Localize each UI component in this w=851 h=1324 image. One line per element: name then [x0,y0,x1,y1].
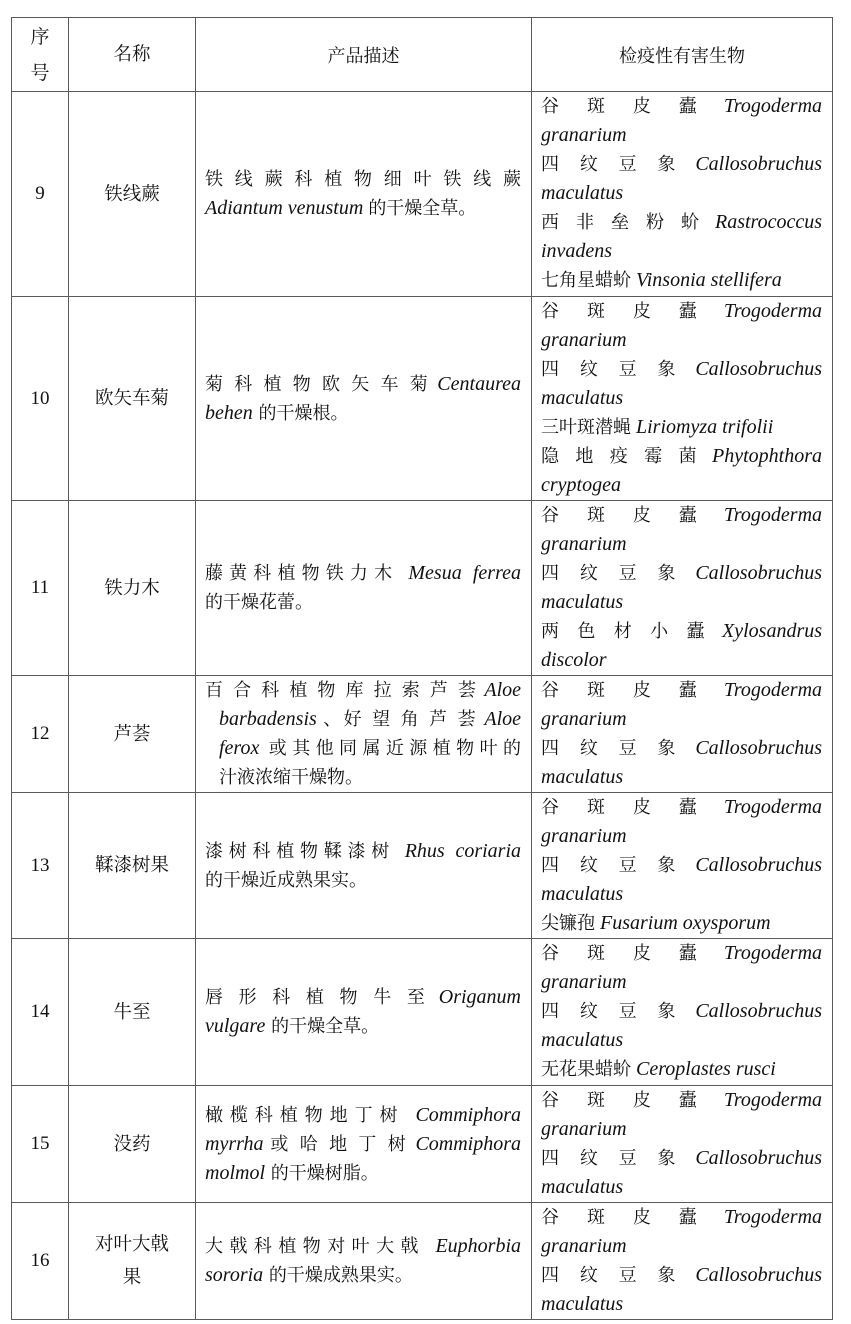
product-name-cell [69,939,196,1086]
description-line [205,1130,521,1159]
description-line [205,866,521,895]
product-description-cell [196,676,532,793]
pest-line [541,1086,822,1115]
latin-name-text: maculatus [541,1176,624,1198]
chinese-text: 的干燥近成熟果实。 [205,869,367,891]
description-line [205,734,521,763]
header-name: 名称 [69,18,196,92]
latin-name-text: behen [205,401,253,424]
latin-name-text: Trogoderma [723,679,822,701]
product-name-line: 欧矢车菊 [94,388,169,409]
chinese-text: 四 纹 豆 象 [541,1265,684,1286]
chinese-text: 四 纹 豆 象 [541,738,684,759]
latin-name-text: Callosobruchus [695,1147,822,1169]
latin-name-text: granarium [541,1118,627,1140]
serial-number-cell: 9 [12,92,69,297]
quarantine-pests-cell [532,1086,833,1203]
chinese-text: 、好 望 角 芦 荟 [323,709,478,730]
latin-name-text: Centaurea [437,372,521,395]
description-line [205,983,521,1012]
pest-line [541,851,822,880]
chinese-text: 的干燥全草。 [368,198,477,219]
latin-name-text: molmol [205,1161,265,1184]
product-description-cell [196,939,532,1086]
latin-name-text: sororia [205,1264,264,1286]
latin-name-text: granarium [541,329,627,351]
latin-name-text: Callosobruchus [695,562,822,584]
latin-name-text: Aloe [484,708,522,730]
chinese-text: 或其他同属近源植物叶的 [268,738,521,759]
quarantine-pest-table-container [11,17,828,1320]
pest-line [541,326,822,355]
product-description-cell [196,92,532,297]
latin-name-text: Rhus coriaria [404,839,522,862]
latin-name-text: maculatus [541,1029,624,1051]
product-description-cell [196,1086,532,1203]
pest-line [541,968,822,997]
latin-name-text: Trogoderma [723,1206,822,1228]
latin-name-text: Trogoderma [723,95,822,117]
quarantine-pests-cell [532,1203,833,1320]
latin-name-text: myrrha [205,1132,264,1155]
description-line [205,1261,521,1290]
description-line [205,676,521,705]
product-name-line: 果 [122,1267,142,1288]
latin-name-text: barbadensis [219,708,317,730]
latin-name-text: Callosobruchus [695,358,822,380]
quarantine-pests-cell [532,297,833,501]
description-line [205,370,521,399]
latin-name-text: Ceroplastes rusci [631,1058,776,1080]
header-serial-char-1: 序 [30,25,50,48]
latin-name-text: Rastrococcus [715,211,822,233]
serial-number-cell: 11 [12,501,69,676]
description-line [205,588,521,617]
pest-line [541,997,822,1026]
latin-name-text: Trogoderma [723,942,822,964]
pest-line [541,763,822,792]
header-product-description: 产品描述 [196,18,532,92]
chinese-text: 三叶斑潜蝇 [541,417,631,438]
header-serial-char-2: 号 [30,61,50,84]
latin-name-text: Commiphora [415,1132,522,1155]
table-row [12,939,833,1086]
chinese-text: 四 纹 豆 象 [541,1148,684,1169]
product-name-cell [69,1086,196,1203]
chinese-text: 漆树科植物鞣漆树 [205,840,395,862]
chinese-text: 四 纹 豆 象 [541,855,684,876]
pest-line [541,1055,822,1084]
pest-line [541,413,822,442]
product-name-line: 牛至 [113,1001,151,1023]
description-line [205,837,521,866]
description-line [205,1159,521,1188]
latin-name-text: Callosobruchus [695,1264,822,1286]
pest-line [541,909,822,938]
latin-name-text: Phytophthora [712,445,822,467]
description-line [205,559,521,588]
serial-number-cell: 16 [12,1203,69,1320]
latin-name-text: discolor [541,649,607,671]
latin-name-text: Trogoderma [723,504,822,526]
latin-name-text: maculatus [541,591,624,613]
latin-name-text: Xylosandrus [722,620,822,642]
pest-line [541,297,822,326]
serial-number-cell: 13 [12,793,69,939]
pest-line [541,1026,822,1055]
pest-line [541,734,822,763]
latin-name-text: granarium [541,825,627,847]
pest-line [541,1290,822,1319]
latin-name-text: Callosobruchus [695,854,822,876]
description-line [205,1232,521,1261]
product-name-cell [69,501,196,676]
serial-number-cell: 14 [12,939,69,1086]
latin-name-text: Callosobruchus [695,1000,822,1022]
chinese-text: 谷 斑 皮 蠹 [541,680,708,701]
latin-name-text: ferox [219,737,260,759]
pest-line [541,1261,822,1290]
chinese-text: 谷 斑 皮 蠹 [541,797,708,818]
latin-name-text: maculatus [541,387,624,409]
pest-line [541,617,822,646]
chinese-text: 的干燥全草。 [265,1016,380,1037]
chinese-text: 谷 斑 皮 蠹 [541,301,708,322]
pest-line [541,1232,822,1261]
chinese-text: 谷 斑 皮 蠹 [541,943,708,964]
latin-name-text: maculatus [541,766,624,788]
product-description-cell [196,1203,532,1320]
product-description-cell [196,297,532,501]
table-row [12,297,833,501]
chinese-text: 的干燥成熟果实。 [263,1265,413,1286]
pest-line [541,939,822,968]
description-line [205,165,521,194]
latin-name-text: Fusarium oxysporum [595,912,771,934]
table-row [12,1203,833,1320]
quarantine-pests-cell [532,92,833,297]
latin-name-text: Aloe [484,679,522,701]
chinese-text: 或 哈 地 丁 树 [270,1133,409,1155]
latin-name-text: granarium [541,124,627,146]
chinese-text: 七角星蜡蚧 [541,270,631,291]
chinese-text: 谷 斑 皮 蠹 [541,96,708,117]
pest-line [541,501,822,530]
chinese-text: 两 色 材 小 蠹 [541,621,711,642]
product-name-line: 鞣漆树果 [94,855,169,876]
chinese-text: 谷 斑 皮 蠹 [541,505,708,526]
latin-name-text: Callosobruchus [695,153,822,175]
table-row [12,501,833,676]
latin-name-text: Vinsonia stellifera [631,269,782,291]
pest-line [541,1173,822,1202]
pest-line [541,559,822,588]
product-name-cell [69,92,196,297]
latin-name-text: cryptogea [541,474,621,496]
latin-name-text: invadens [541,240,613,262]
chinese-text: 大戟科植物对叶大戟 [205,1236,425,1257]
quarantine-pests-cell [532,676,833,793]
chinese-text: 四 纹 豆 象 [541,359,684,380]
chinese-text: 尖镰孢 [541,913,595,934]
product-name-line: 铁力木 [104,577,160,599]
pest-line [541,880,822,909]
quarantine-pests-cell [532,793,833,939]
pest-line [541,793,822,822]
latin-name-text: Liriomyza trifolii [631,416,774,438]
pest-line [541,1115,822,1144]
product-name-line: 铁线蕨 [104,183,160,205]
pest-line [541,1203,822,1232]
product-name-line: 芦荟 [113,723,151,745]
product-description-cell [196,793,532,939]
pest-line [541,676,822,705]
chinese-text: 四 纹 豆 象 [541,1001,684,1022]
pest-line [541,266,822,295]
serial-number-cell: 10 [12,297,69,501]
pest-line [541,471,822,500]
description-line [205,1101,521,1130]
chinese-text: 四 纹 豆 象 [541,563,684,584]
description-line [205,194,521,223]
chinese-text: 汁液浓缩干燥物。 [219,767,363,788]
chinese-text: 的干燥树脂。 [265,1162,379,1184]
table-row [12,92,833,297]
latin-name-text: maculatus [541,182,624,204]
latin-name-text: vulgare [205,1015,266,1037]
quarantine-pest-table [11,17,833,1320]
chinese-text: 铁 线 蕨 科 植 物 细 叶 铁 线 蕨 [205,169,521,190]
header-row [12,18,833,92]
pest-line [541,355,822,384]
chinese-text: 西 非 垒 粉 蚧 [541,212,705,233]
latin-name-text: granarium [541,533,627,555]
pest-line [541,179,822,208]
product-name-line: 没药 [113,1133,151,1155]
description-line [205,1012,521,1041]
serial-number-cell: 15 [12,1086,69,1203]
chinese-text: 谷 斑 皮 蠹 [541,1207,708,1228]
description-line [205,763,521,792]
serial-number-cell: 12 [12,676,69,793]
product-name-cell [69,793,196,939]
pest-line [541,237,822,266]
pest-line [541,92,822,121]
table-body [12,92,833,1320]
latin-name-text: Origanum [438,986,521,1008]
latin-name-text: Trogoderma [723,1089,822,1111]
table-row [12,793,833,939]
table-row [12,676,833,793]
pest-line [541,588,822,617]
product-description-cell [196,501,532,676]
pest-line [541,442,822,471]
chinese-text: 百 合 科 植 物 库 拉 索 芦 荟 [205,680,479,701]
product-name-line: 对叶大戟 [94,1234,169,1255]
pest-line [541,530,822,559]
pest-line [541,384,822,413]
latin-name-text: Trogoderma [723,796,822,818]
latin-name-text: granarium [541,708,627,730]
latin-name-text: Callosobruchus [695,737,822,759]
pest-line [541,1144,822,1173]
chinese-text: 谷 斑 皮 蠹 [541,1090,708,1111]
pest-line [541,705,822,734]
latin-name-text: Euphorbia [435,1235,522,1257]
quarantine-pests-cell [532,939,833,1086]
chinese-text: 的干燥根。 [252,402,349,424]
chinese-text: 藤黄科植物铁力木 [205,563,399,584]
chinese-text: 唇 形 科 植 物 牛 至 [205,987,430,1008]
pest-line [541,646,822,675]
latin-name-text: Adiantum venustum [205,197,369,219]
chinese-text: 的干燥花蕾。 [205,592,313,613]
table-row [12,1086,833,1203]
product-name-cell [69,297,196,501]
header-serial-number [12,18,69,92]
product-name-cell [69,676,196,793]
latin-name-text: maculatus [541,883,624,905]
description-line [205,705,521,734]
pest-line [541,150,822,179]
description-line [205,399,521,428]
latin-name-text: Commiphora [415,1103,522,1126]
chinese-text: 橄榄科植物地丁树 [205,1104,405,1126]
latin-name-text: granarium [541,1235,627,1257]
pest-line [541,822,822,851]
chinese-text: 无花果蜡蚧 [541,1059,631,1080]
product-name-cell [69,1203,196,1320]
latin-name-text: Mesua ferrea [408,562,521,584]
pest-line [541,121,822,150]
chinese-text: 隐 地 疫 霉 菌 [541,446,702,467]
chinese-text: 四 纹 豆 象 [541,154,684,175]
quarantine-pests-cell [532,501,833,676]
header-quarantine-pests: 检疫性有害生物 [532,18,833,92]
pest-line [541,208,822,237]
chinese-text: 菊 科 植 物 欧 矢 车 菊 [205,373,431,395]
latin-name-text: Trogoderma [723,300,822,322]
latin-name-text: maculatus [541,1293,624,1315]
latin-name-text: granarium [541,971,627,993]
